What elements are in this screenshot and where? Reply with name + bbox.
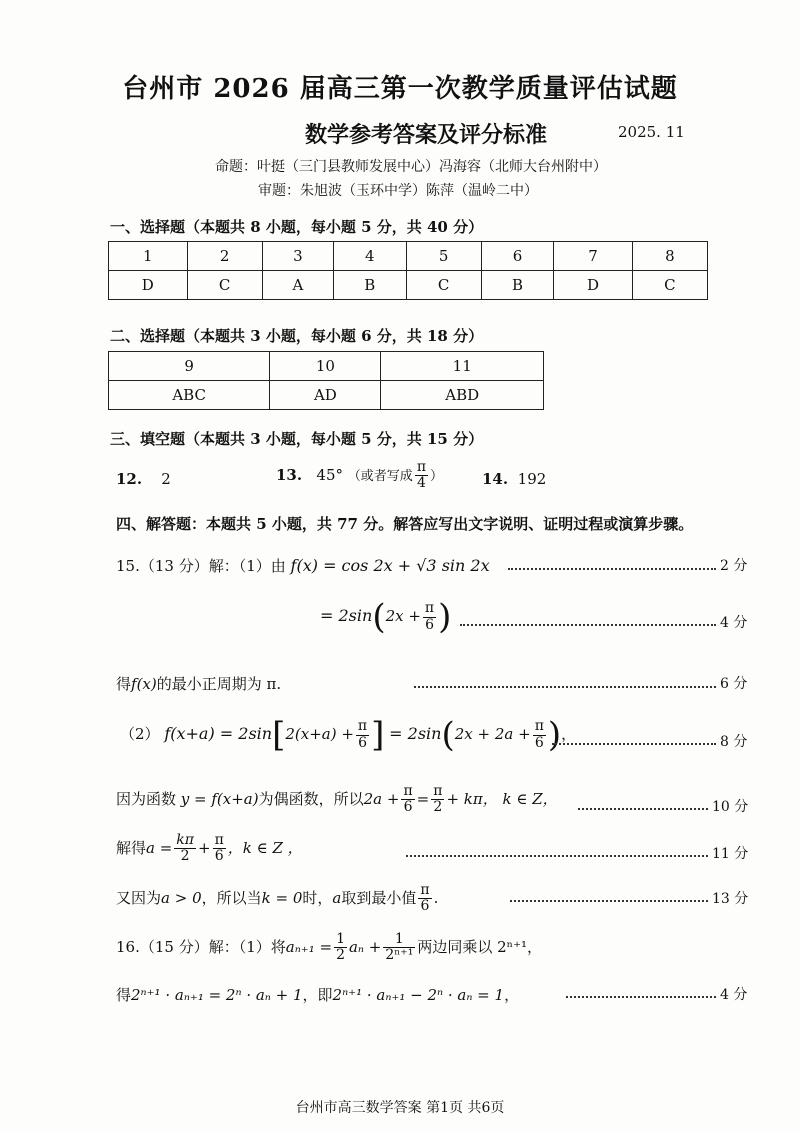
fraction xyxy=(356,719,369,751)
formula-text: a = xyxy=(146,838,173,857)
table-cell: D xyxy=(554,271,633,300)
score: 10 分 xyxy=(712,799,749,815)
table-row xyxy=(109,352,544,381)
date: 2025. 11 xyxy=(618,123,685,141)
table-cell: 8 xyxy=(632,242,707,271)
table-cell: C xyxy=(406,271,481,300)
fraction-numerator: π xyxy=(534,718,544,735)
q14-number: 14. xyxy=(482,470,509,488)
formula-text: k ∈ Z， xyxy=(502,789,558,808)
q16-line2 xyxy=(116,984,519,1005)
table-cell: B xyxy=(334,271,406,300)
section1-table xyxy=(108,241,708,300)
bracket-close: ] xyxy=(371,715,385,755)
section1-heading: 一、选择题（本题共 8 小题，每小题 5 分，共 40 分） xyxy=(110,218,484,236)
score: 2 分 xyxy=(720,558,748,574)
formula-text: = 2sin xyxy=(389,724,442,743)
table-cell: C xyxy=(632,271,707,300)
table-row xyxy=(109,381,544,410)
fraction-denominator: 2 xyxy=(336,947,345,964)
formula-text: = 2sin xyxy=(320,606,373,625)
q12 xyxy=(116,470,171,488)
paren-open: ( xyxy=(372,597,386,637)
table-cell: 4 xyxy=(334,242,406,271)
table-row xyxy=(109,271,708,300)
q14-answer: 192 xyxy=(517,470,547,488)
fraction-numerator: π xyxy=(403,783,413,799)
formula-text: a > 0 xyxy=(161,888,202,907)
dot-leader xyxy=(460,624,716,626)
fraction xyxy=(174,833,196,865)
fraction-numerator: π xyxy=(214,832,224,848)
table-cell: 1 xyxy=(109,242,188,271)
dot-leader xyxy=(510,900,708,902)
score: 4 分 xyxy=(720,987,748,1003)
fraction xyxy=(334,932,347,964)
fraction xyxy=(431,784,444,816)
paren-open: ( xyxy=(441,715,455,755)
fraction-denominator: 6 xyxy=(425,616,434,633)
table-cell: 2 xyxy=(187,242,262,271)
table-cell: AD xyxy=(270,381,381,410)
fraction-denominator: 6 xyxy=(358,734,367,751)
formula-text: 2x + 2a + xyxy=(454,725,531,743)
dot-leader xyxy=(508,568,716,570)
text: ，所以当 xyxy=(201,888,262,907)
formula-text: a xyxy=(332,888,342,907)
fraction-denominator: 2 xyxy=(180,848,190,865)
dot-leader xyxy=(406,855,708,857)
table-cell: 3 xyxy=(262,242,333,271)
text: 两边同乘以 2ⁿ⁺¹， xyxy=(417,937,543,956)
text: 得 xyxy=(116,986,132,1004)
fraction xyxy=(383,932,415,964)
formula-text: 2(x+a) + xyxy=(285,725,354,743)
formula-text: aₙ₊₁ = xyxy=(285,937,333,956)
formula-text: 2ⁿ⁺¹ · aₙ₊₁ − 2ⁿ · aₙ = 1 xyxy=(332,986,505,1004)
formula-text: 2ⁿ⁺¹ · aₙ₊₁ = 2ⁿ · aₙ + 1 xyxy=(131,986,303,1004)
text: ，即 xyxy=(302,986,333,1004)
formula-text: + xyxy=(197,838,211,857)
table-cell: 10 xyxy=(270,352,381,381)
page-subtitle: 数学参考答案及评分标准 xyxy=(305,122,548,148)
text: . xyxy=(433,888,439,907)
dot-leader xyxy=(578,808,708,810)
formula-text: aₙ + xyxy=(348,937,382,956)
fraction-numerator: 1 xyxy=(336,931,345,947)
text: 得 xyxy=(116,675,132,693)
q14 xyxy=(482,470,546,488)
fraction-numerator: π xyxy=(357,718,368,735)
table-cell: D xyxy=(109,271,188,300)
table-cell: 5 xyxy=(406,242,481,271)
fraction-denominator: 2ⁿ⁺¹ xyxy=(385,947,414,964)
text: 时， xyxy=(302,888,333,907)
score: 11 分 xyxy=(712,846,749,862)
fraction-denominator: 6 xyxy=(534,734,544,751)
formula-text: 2x + xyxy=(385,607,421,625)
table-cell: ABD xyxy=(381,381,544,410)
score: 8 分 xyxy=(720,734,748,750)
q15-line6 xyxy=(116,833,303,865)
table-row xyxy=(109,242,708,271)
fraction xyxy=(418,883,431,915)
fraction-numerator: π xyxy=(416,459,427,475)
table-cell: C xyxy=(187,271,262,300)
formula-text: + kπ， xyxy=(446,789,498,808)
score: 13 分 xyxy=(712,891,749,907)
formula-text: k = 0 xyxy=(261,888,303,907)
fraction xyxy=(533,719,546,751)
q13-answer: 45° xyxy=(316,465,344,484)
fraction xyxy=(423,601,436,633)
table-cell: ABC xyxy=(109,381,270,410)
text: ， xyxy=(504,986,520,1004)
formula-text: 2a + xyxy=(363,789,400,808)
paren-close: ) xyxy=(547,715,562,755)
q13-note: （或者写成 xyxy=(347,468,413,484)
table-cell: 6 xyxy=(481,242,553,271)
section4-heading: 四、解答题：本题共 5 小题，共 77 分。解答应写出文字说明、证明过程或演算步骤。 xyxy=(116,515,694,533)
q12-answer: 2 xyxy=(161,470,171,488)
text: 为偶函数，所以 xyxy=(258,789,364,808)
q15-line1 xyxy=(116,555,490,576)
table-cell: A xyxy=(262,271,333,300)
table-cell: 7 xyxy=(554,242,633,271)
score: 4 分 xyxy=(720,615,748,631)
text: 取到最小值 xyxy=(341,888,417,907)
text: （2） xyxy=(120,725,160,743)
q16-line1 xyxy=(116,932,542,964)
fraction xyxy=(213,833,226,865)
dot-leader xyxy=(566,996,716,998)
fraction-numerator: 1 xyxy=(383,932,415,948)
text: 又因为 xyxy=(116,888,162,907)
text: 因为函数 xyxy=(116,789,177,808)
q15-line5 xyxy=(116,784,558,816)
q13-note-close: ） xyxy=(430,468,444,484)
formula-text: ，k ∈ Z ， xyxy=(227,838,303,857)
formula-text: f(x+a) = 2sin xyxy=(164,724,273,743)
table-cell: B xyxy=(481,271,553,300)
formula-text: = xyxy=(416,789,430,808)
score: 6 分 xyxy=(720,676,748,692)
reviewers: 审题：朱旭波（玉环中学）陈萍（温岭二中） xyxy=(258,183,538,199)
fraction xyxy=(415,460,428,492)
dot-leader xyxy=(414,686,716,688)
q12-number: 12. xyxy=(116,470,143,488)
q15-line7 xyxy=(116,883,438,915)
q15-line4 xyxy=(120,715,577,755)
fraction-denominator: 6 xyxy=(214,848,224,865)
formula-text: y = f(x+a) xyxy=(180,789,259,808)
table-cell: 9 xyxy=(109,352,270,381)
text: 的最小正周期为 π. xyxy=(156,675,282,693)
section2-table xyxy=(108,351,544,410)
section2-heading: 二、选择题（本题共 3 小题，每小题 6 分，共 18 分） xyxy=(110,327,484,345)
fraction-denominator: 4 xyxy=(416,475,426,492)
authors: 命题：叶挺（三门县教师发展中心）冯海容（北师大台州附中） xyxy=(215,159,607,175)
fraction-denominator: 6 xyxy=(420,898,430,915)
q15-line2 xyxy=(320,597,452,637)
page-title: 台州市 2026 届高三第一次教学质量评估试题 xyxy=(122,74,678,104)
fraction xyxy=(401,784,414,816)
fraction-denominator: 6 xyxy=(403,799,413,816)
q15-intro: 15.（13 分）解：（1）由 xyxy=(116,557,286,575)
paren-close: ) xyxy=(438,597,452,637)
q13-number: 13. xyxy=(276,465,303,484)
bracket-open: [ xyxy=(272,715,286,755)
dot-leader xyxy=(552,743,716,745)
fraction-numerator: π xyxy=(424,600,435,617)
formula-text: f(x) xyxy=(131,675,157,693)
fraction-denominator: 2 xyxy=(433,799,443,816)
text: 16.（15 分）解：（1）将 xyxy=(116,937,286,956)
page-footer: 台州市高三数学答案 第1页 共6页 xyxy=(295,1100,505,1116)
fraction-numerator: π xyxy=(433,783,443,799)
fraction-numerator: π xyxy=(420,882,430,898)
fraction-numerator: kπ xyxy=(176,832,194,848)
q15-formula: f(x) = cos 2x + √3 sin 2x xyxy=(290,556,490,575)
table-cell: 11 xyxy=(381,352,544,381)
q13 xyxy=(276,460,443,492)
text: ， xyxy=(561,725,577,743)
q15-line3 xyxy=(116,673,281,694)
text: 解得 xyxy=(116,838,147,857)
section3-heading: 三、填空题（本题共 3 小题，每小题 5 分，共 15 分） xyxy=(110,430,484,448)
